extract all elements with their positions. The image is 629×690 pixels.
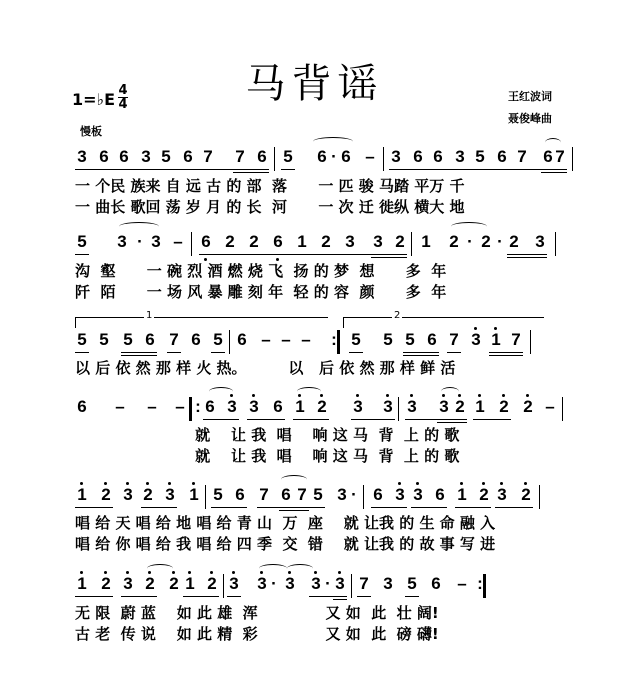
notation-line-5: 1 2 3 2 3 1 5 6 7 6 7 5 3 · 6 3 3 6 1 2 3 2 bbox=[75, 485, 560, 509]
lyrics-line-1a: 一 个民 族来 自 远 古 的 部 落 一 匹 骏 马踏 平万 千 bbox=[75, 177, 465, 195]
tempo-marking: 慢板 bbox=[80, 125, 102, 138]
lyrics-line-4b: 就 让 我 唱 响 这 马 背 上 的 歌 bbox=[75, 447, 460, 465]
lyrics-line-5b: 唱 给 你 唱 给 我 唱 给 四 季 交 错 就 让我 的 故 事 写 进 bbox=[75, 535, 496, 553]
composer: 聂俊峰曲 bbox=[508, 112, 552, 125]
credits bbox=[508, 86, 552, 130]
lyrics-line-1b: 一 曲长 歌回 荡 岁 月 的 长 河 一 次 迁 徙纵 横大 地 bbox=[75, 198, 465, 216]
time-signature bbox=[118, 84, 128, 111]
key-signature: 1=♭E bbox=[72, 90, 116, 109]
notation-line-6: 1 2 3 2 2 1 2 3 3 · 3 3 · 3 7 3 5 6 – : bbox=[75, 574, 560, 598]
volta-bracket-1: 1 bbox=[75, 317, 328, 328]
lyrics-line-4a: 就 让 我 唱 响 这 马 背 上 的 歌 bbox=[75, 426, 460, 444]
notation-line-2: 5 3 · 3 – 6 2 2 6 1 2 3 3 2 1 2 · 2 · 2 3 bbox=[75, 232, 560, 256]
notation-line-1: 3 6 6 3 5 6 7 7 6 5 6 · 6 – 3 6 6 3 5 6 7 6 7 bbox=[75, 147, 560, 171]
lyrics-line-3: 以 后 依 然 那 样 火 热。 以 后 依 然 那 样 鲜 活 bbox=[75, 359, 456, 377]
time-signature-top: 4 bbox=[118, 83, 128, 98]
time-signature-bottom: 4 bbox=[118, 97, 128, 112]
lyrics-line-6a: 无 限 蔚 蓝 如 此 雄 浑 又 如 此 壮 阔! bbox=[75, 604, 439, 622]
song-title: 马背谣 bbox=[245, 61, 384, 107]
lyrics-line-6b: 古 老 传 说 如 此 精 彩 又 如 此 磅 礴! bbox=[75, 625, 439, 643]
notation-line-3: 5 5 5 6 7 6 5 6 – – – : 5 5 5 6 7 3 1 7 bbox=[75, 330, 560, 354]
volta-bracket-2: 2 bbox=[343, 317, 544, 328]
lyrics-line-2a: 沟 壑 一 碗 烈 酒 燃 烧 飞 扬 的 梦 想 多 年 bbox=[75, 262, 447, 280]
lyrics-line-5a: 唱 给 天 唱 给 地 唱 给 青 山 万 座 就 让我 的 生 命 融 入 bbox=[75, 514, 496, 532]
lyrics-line-2b: 阡 陌 一 场 风 暴 雕 刻 年 轻 的 容 颜 多 年 bbox=[75, 283, 447, 301]
lyricist: 王红波词 bbox=[508, 90, 552, 103]
notation-line-4: 6 – – – : 6 3 3 6 1 2 3 3 3 3 2 1 2 2 – bbox=[75, 397, 560, 421]
